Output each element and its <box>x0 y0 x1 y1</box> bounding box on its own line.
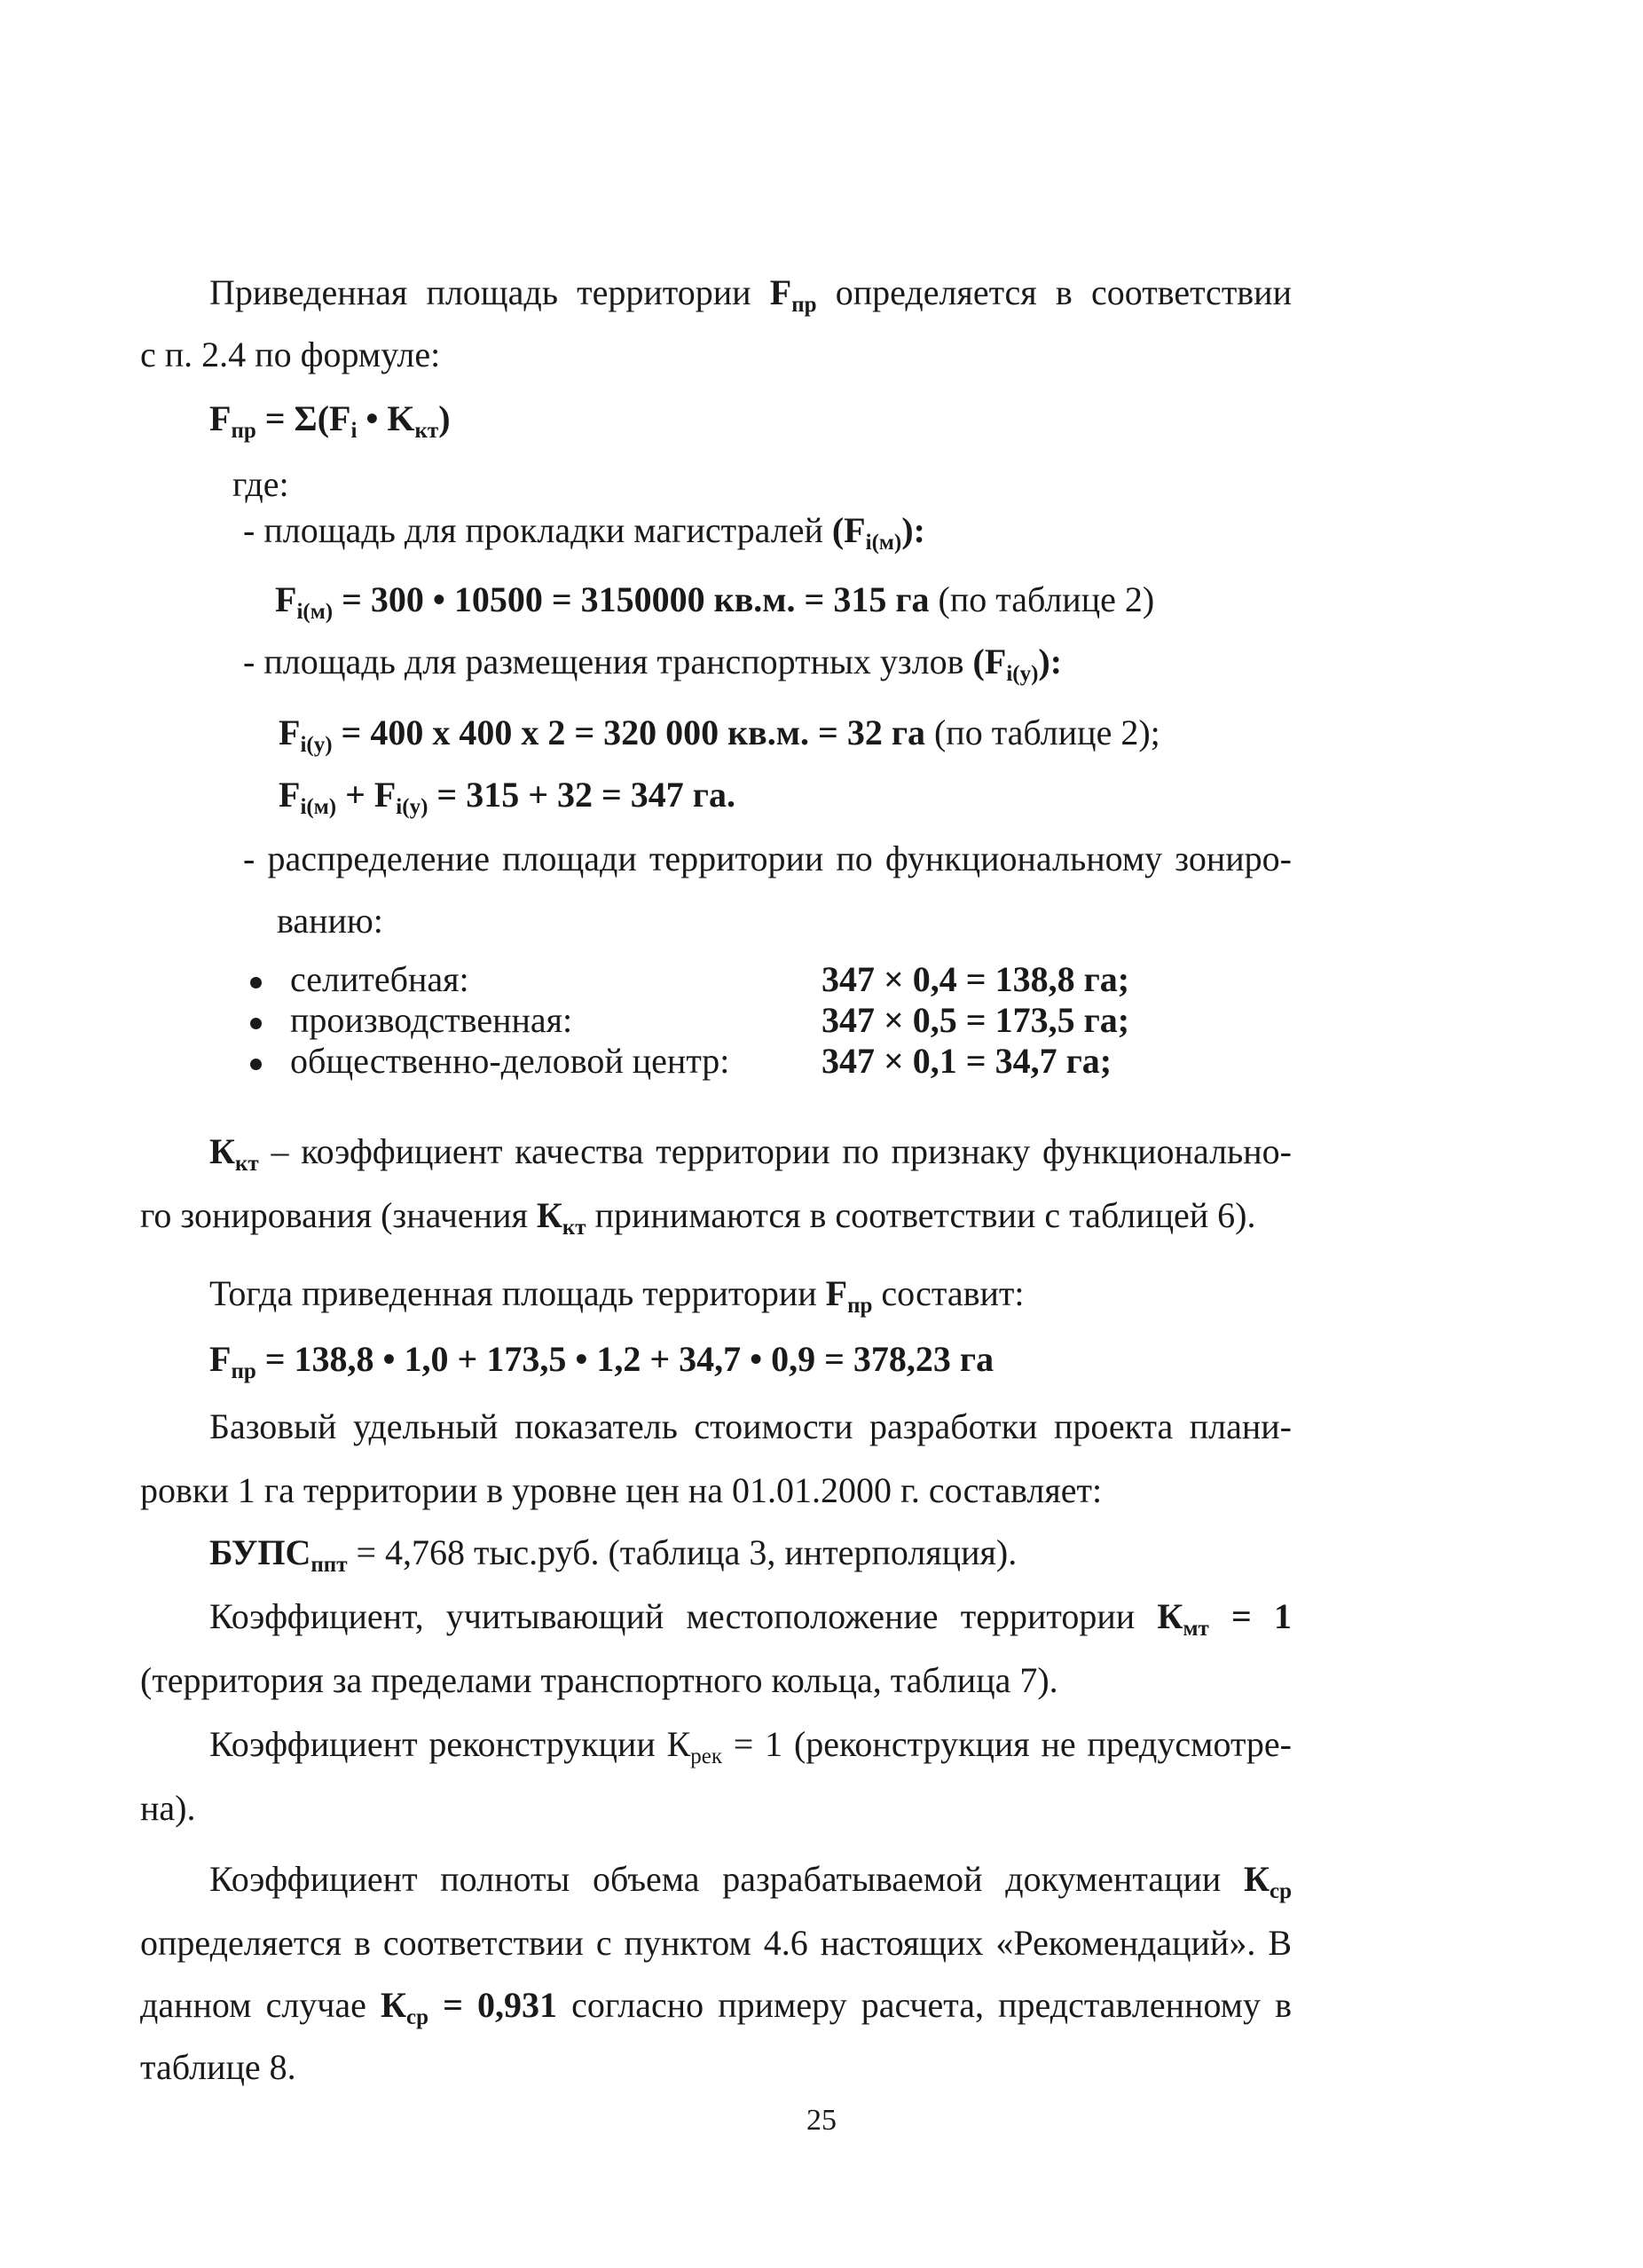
paragraph-line: данном случае $К_{ср} = 0,931$ согласно примеру расчета, представленному в <box>140 1985 1292 2029</box>
paragraph-line: Базовый удельный показатель стоимости разработки проекта плани- <box>209 1406 1292 1446</box>
zoning-row <box>250 958 469 1001</box>
zoning-calc: 347 × 0,5 = 173,5 га; <box>822 1000 1130 1040</box>
paragraph-line: Коэффициент реконструкции $К_{рек} = 1$ (реконструкция не предусмотре- <box>209 1724 1292 1768</box>
paragraph-line: на). <box>140 1788 196 1828</box>
paragraph-line <box>140 334 440 376</box>
paragraph-line: Коэффициент, учитывающий местоположение территории $К_{мт} = 1$ <box>209 1596 1293 1641</box>
subscript: пр <box>791 293 817 317</box>
text: с п. 2.4 по формуле: <box>140 335 441 374</box>
paragraph-line <box>209 272 1292 317</box>
formula: $F_{i(у)} = 400$ х 400 х 2 = 320 000 кв.м. = 32 га (по таблице 2); <box>279 713 1160 757</box>
symbol: F <box>769 272 792 312</box>
paragraph-line: ровки 1 га территории в уровне цен на 01.01.2000 г. составляет: <box>140 1470 1103 1510</box>
paragraph-line: го зонирования (значения $К_{кт}$ принимаются в соответствии с таблицей 6). <box>140 1195 1256 1240</box>
list-item: - площадь для прокладки магистралей $(F_{i(м)})$: <box>243 510 925 555</box>
zoning-label: производственная: <box>290 1000 573 1040</box>
list-item-continuation: ванию: <box>277 901 383 941</box>
zoning-calc: 347 × 0,1 = 34,7 га; <box>822 1041 1112 1081</box>
formula: $F_{пр} = \Sigma(F_i$ • $K_{кт}$) <box>209 398 451 443</box>
formula: $F_{i(м)} + F_{i(у)} = 315 + 32 = 347$ га. <box>279 775 735 819</box>
paragraph-line: $К_{кт}$ – коэффициент качества территории по признаку функционально- <box>209 1131 1292 1176</box>
bullet-icon <box>250 1059 262 1070</box>
formula: $F_{пр} = 138,8$ • 1,0 + 173,5 • 1,2 + 34,7 • 0,9 = 378,23 га <box>209 1339 994 1383</box>
zoning-row <box>250 999 572 1042</box>
zoning-row <box>250 1040 729 1083</box>
paragraph-line: таблице 8. <box>140 2047 296 2087</box>
formula: $F_{i(м)} = 300$ • 10500 = 3150000 кв.м. = 315 га (по таблице 2) <box>275 579 1155 624</box>
page-number: 25 <box>806 2104 837 2137</box>
zoning-label: общественно-деловой центр: <box>290 1041 730 1081</box>
paragraph-line: Тогда приведенная площадь территории $F_{пр}$ составит: <box>209 1273 1025 1318</box>
paragraph-line: $БУПС_{ппт} = 4,768$ тыс.руб. (таблица 3, интерполяция). <box>209 1532 1018 1577</box>
paragraph-line: определяется в соответствии с пунктом 4.6 настоящих «Рекомендаций». В <box>140 1923 1292 1963</box>
text: определяется в соответствии <box>816 272 1292 312</box>
paragraph-line: Коэффициент полноты объема разрабатываемой документации $К_{ср}$ <box>209 1859 1292 1903</box>
where-label: где: <box>232 464 289 504</box>
bullet-icon <box>250 1018 262 1029</box>
list-item: - распределение площади территории по функциональному зониро- <box>243 839 1292 878</box>
list-item: - площадь для размещения транспортных узлов $(F_{i(у)})$: <box>243 642 1063 686</box>
paragraph-line: (территория за пределами транспортного кольца, таблица 7). <box>140 1660 1058 1700</box>
zoning-calc: 347 × 0,4 = 138,8 га; <box>822 959 1130 999</box>
text: Приведенная площадь территории <box>209 272 770 312</box>
zoning-label: селитебная: <box>290 959 469 999</box>
bullet-icon <box>250 977 262 988</box>
